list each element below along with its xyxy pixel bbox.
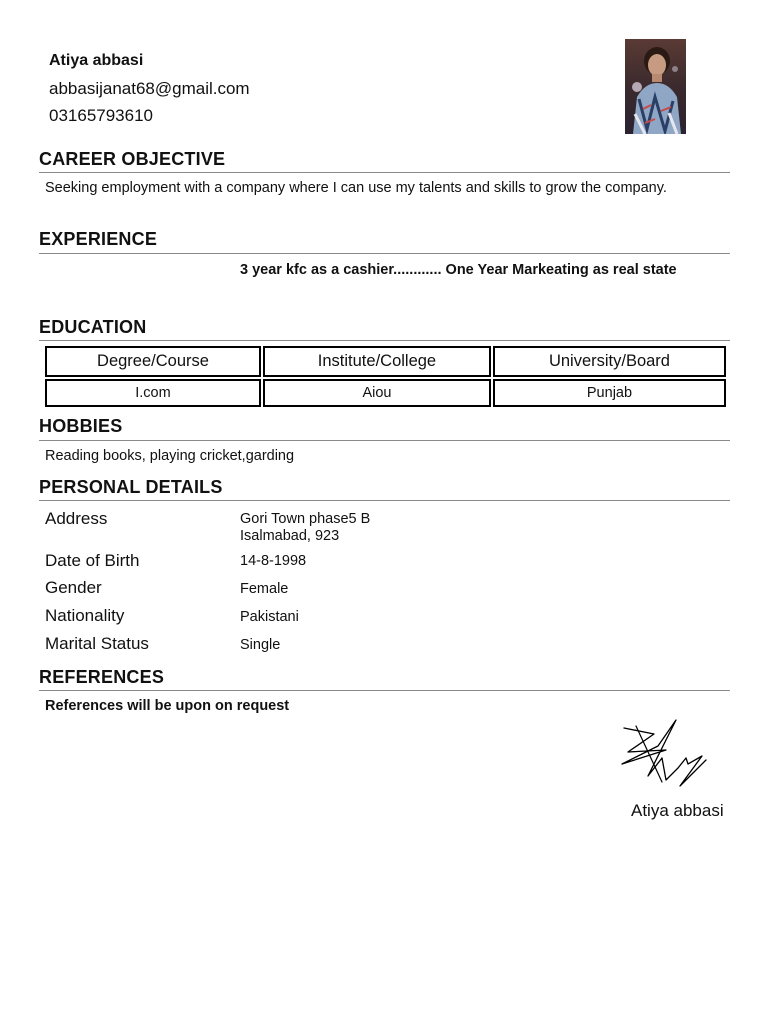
gender-value: Female (240, 581, 289, 597)
hobbies-heading: HOBBIES (39, 416, 123, 436)
nationality-value: Pakistani (240, 609, 299, 625)
gender-label: Gender (45, 578, 102, 597)
references-divider (39, 690, 730, 691)
address-value-line1: Gori Town phase5 B (240, 511, 371, 527)
education-header-institute: Institute/College (263, 346, 491, 377)
personal-details-divider (39, 500, 730, 501)
career-objective-heading: CAREER OBJECTIVE (39, 149, 226, 169)
nationality-label: Nationality (45, 606, 125, 625)
profile-photo (625, 39, 686, 134)
personal-details-heading: PERSONAL DETAILS (39, 477, 223, 497)
signature-image (618, 716, 712, 798)
education-table (43, 344, 728, 409)
marital-status-label: Marital Status (45, 634, 149, 653)
hobbies-divider (39, 440, 730, 441)
experience-text: 3 year kfc as a cashier............ One Year Markeating as real state (240, 262, 677, 278)
education-table-header (45, 346, 726, 377)
references-text: References will be upon on request (45, 698, 290, 714)
profile-photo-image (625, 39, 686, 134)
experience-heading: EXPERIENCE (39, 229, 158, 249)
table-row (45, 379, 726, 407)
address-value-line2: Isalmabad, 923 (240, 528, 340, 544)
dob-label: Date of Birth (45, 551, 140, 570)
marital-status-value: Single (240, 637, 281, 653)
education-heading: EDUCATION (39, 317, 147, 337)
candidate-email: abbasijanat68@gmail.com (49, 79, 250, 98)
address-label: Address (45, 509, 108, 528)
experience-divider (39, 253, 730, 254)
career-objective-divider (39, 172, 730, 173)
education-cell-degree: I.com (45, 379, 261, 407)
candidate-phone: 03165793610 (49, 106, 154, 125)
dob-value: 14-8-1998 (240, 553, 307, 569)
signature-name: Atiya abbasi (631, 801, 724, 820)
education-header-degree: Degree/Course (45, 346, 261, 377)
education-cell-institute: Aiou (263, 379, 491, 407)
career-objective-text: Seeking employment with a company where I can use my talents and skills to grow the company. (45, 180, 667, 196)
education-divider (39, 340, 730, 341)
references-heading: REFERENCES (39, 667, 165, 687)
candidate-name: Atiya abbasi (49, 52, 144, 69)
education-header-university: University/Board (493, 346, 726, 377)
hobbies-text: Reading books, playing cricket,garding (45, 448, 295, 464)
education-cell-university: Punjab (493, 379, 726, 407)
